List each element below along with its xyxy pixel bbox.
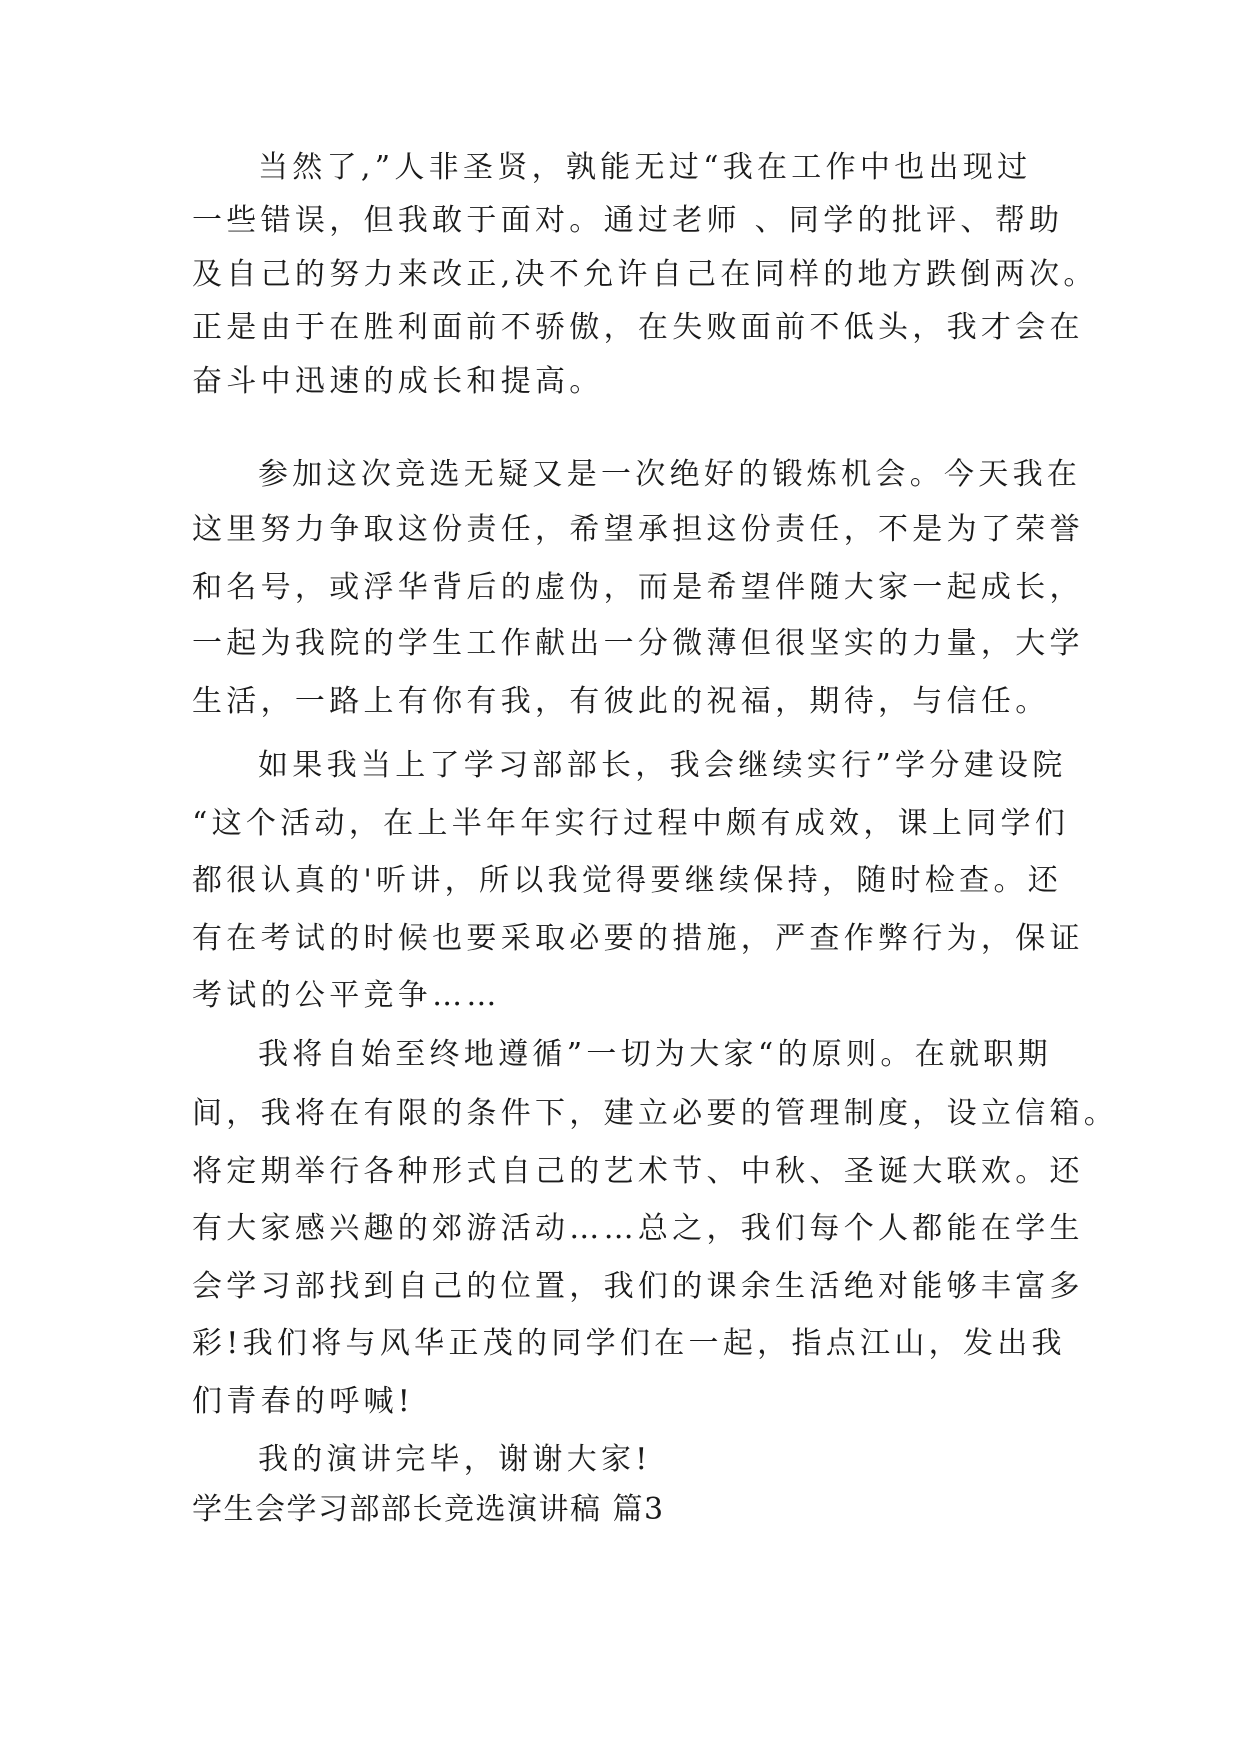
- paragraph-line: 彩!我们将与风华正茂的同学们在一起，指点江山，发出我: [192, 1326, 1066, 1361]
- paragraph-line: 将定期举行各种形式自己的艺术节、中秋、圣诞大联欢。还: [192, 1154, 1084, 1189]
- paragraph-line: 当然了,”人非圣贤，孰能无过“我在工作中也出现过: [258, 150, 1032, 185]
- paragraph-line: 和名号，或浮华背后的虚伪，而是希望伴随大家一起成长，: [192, 570, 1084, 605]
- paragraph-line: 我的演讲完毕，谢谢大家!: [258, 1442, 652, 1477]
- paragraph-line: 们青春的呼喊!: [192, 1384, 415, 1419]
- paragraph-line: 参加这次竞选无疑又是一次绝好的锻炼机会。今天我在: [258, 457, 1082, 492]
- paragraph-line: 有大家感兴趣的郊游活动……总之，我们每个人都能在学生: [192, 1211, 1084, 1246]
- paragraph-line: 考试的公平竞争……: [192, 978, 501, 1013]
- paragraph-line: 及自己的努力来改正,决不允许自己在同样的地方跌倒两次。: [192, 257, 1098, 292]
- paragraph-line: 都很认真的'听讲，所以我觉得要继续保持，随时检查。还: [192, 863, 1063, 898]
- paragraph-line: 奋斗中迅速的成长和提高。: [192, 364, 604, 399]
- paragraph-line: 间，我将在有限的条件下，建立必要的管理制度，设立信箱。: [192, 1096, 1119, 1131]
- paragraph-line: 正是由于在胜利面前不骄傲，在失败面前不低头，我才会在: [192, 310, 1084, 345]
- paragraph-line: 一起为我院的学生工作献出一分微薄但很坚实的力量，大学: [192, 626, 1084, 661]
- paragraph-line: 如果我当上了学习部部长，我会继续实行”学分建设院: [258, 748, 1067, 783]
- paragraph-line: 有在考试的时候也要采取必要的措施，严查作弊行为，保证: [192, 921, 1084, 956]
- paragraph-line: 生活，一路上有你有我，有彼此的祝福，期待，与信任。: [192, 684, 1050, 719]
- section-heading: 学生会学习部部长竞选演讲稿 篇3: [192, 1492, 665, 1527]
- paragraph-line: “这个活动，在上半年年实行过程中颇有成效，课上同学们: [192, 806, 1070, 841]
- paragraph-line: 会学习部找到自己的位置，我们的课余生活绝对能够丰富多: [192, 1269, 1084, 1304]
- paragraph-line: 一些错误，但我敢于面对。通过老师 、同学的批评、帮助: [192, 203, 1064, 238]
- paragraph-line: 我将自始至终地遵循”一切为大家“的原则。在就职期: [258, 1037, 1052, 1072]
- paragraph-line: 这里努力争取这份责任，希望承担这份责任，不是为了荣誉: [192, 512, 1084, 547]
